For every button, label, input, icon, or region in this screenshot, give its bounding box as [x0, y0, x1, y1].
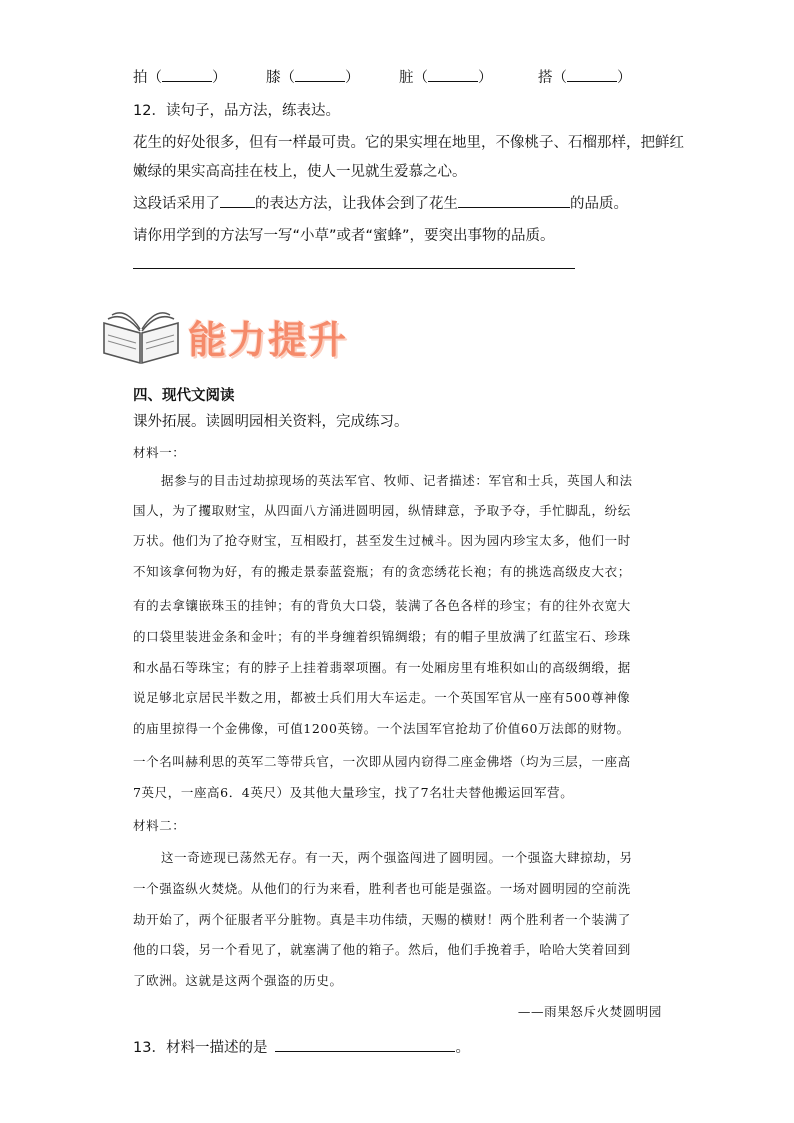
- writing-answer-line[interactable]: [133, 268, 575, 269]
- fill-text-b: 的表达方法，让我体会到了花生: [255, 196, 458, 212]
- answer-blank[interactable]: [428, 81, 478, 82]
- close-paren: ）: [617, 70, 632, 86]
- material-2-line: 这一奇迹现已荡然无存。有一天，两个强盗闯进了圆明园。一个强盗大肆掠劫，另: [161, 850, 633, 865]
- char-item-2: [266, 66, 360, 87]
- char-item-4: [538, 66, 632, 87]
- q12-writing-prompt: 请你用学到的方法写一写“小草”或者“蜜蜂”，要突出事物的品质。: [133, 228, 555, 244]
- q13-text: 13．材料一描述的是: [133, 1040, 268, 1056]
- material-2-line: 他的口袋，另一个看见了，就塞满了他的箱子。然后，他们手挽着手，哈哈大笑着回到: [133, 942, 631, 957]
- close-paren: ）: [478, 70, 493, 86]
- fill-text-a: 这段话采用了: [133, 196, 220, 212]
- close-paren: ）: [212, 70, 227, 86]
- material-2-line: 一个强盗纵火焚烧。从他们的行为来看，胜利者也可能是强盗。一场对圆明园的空前洗: [133, 881, 631, 896]
- quality-blank[interactable]: [458, 207, 570, 208]
- char-item-1: [133, 66, 227, 87]
- material-1-line: 国人，为了攫取财宝，从四面八方涌进圆明园，纵情肆意，予取予夺，手忙脚乱，纷纭: [133, 503, 631, 518]
- char-item-3: [399, 66, 493, 87]
- material-1-line: 有的去拿镶嵌珠玉的挂钟；有的背负大口袋，装满了各色各样的珍宝；有的往外衣宽大: [133, 598, 631, 613]
- char-label: 搭（: [538, 70, 567, 86]
- material-1-line: 一个名叫赫利思的英军二等带兵官，一次即从园内窃得二座金佛塔（均为三层，一座高: [133, 754, 631, 769]
- material-1-line: 的庙里掠得一个金佛像，可值1200英镑。一个法国军官抢劫了价值60万法郎的财物。: [133, 721, 630, 736]
- fill-text-c: 的品质。: [570, 196, 628, 212]
- q13-answer-blank[interactable]: [275, 1051, 455, 1052]
- answer-blank[interactable]: [567, 81, 617, 82]
- q12-title: 12．读句子，品方法，练表达。: [133, 103, 340, 119]
- q12-fill-line: [133, 192, 628, 213]
- material-2-label: 材料二：: [133, 818, 186, 833]
- material-2-source: ——雨果怒斥火焚圆明园: [517, 1004, 662, 1019]
- open-book-icon: [100, 305, 182, 369]
- banner-title: 能力提升: [188, 318, 349, 362]
- char-label: 膝（: [266, 70, 295, 86]
- material-1-line: 的口袋里装进金条和金叶；有的半身缠着织锦绸缎；有的帽子里放满了红蓝宝石、珍珠: [133, 629, 631, 644]
- q12-paragraph-line-2: 嫩绿的果实高高挂在枝上，使人一见就生爱慕之心。: [133, 164, 467, 180]
- material-1-line: 说足够北京居民半数之用，都被士兵们用大车运走。一个英国军官从一座有500尊神像: [133, 690, 631, 705]
- material-1-line: 7英尺，一座高6．4英尺）及其他大量珍宝，找了7名壮夫替他搬运回军营。: [133, 785, 574, 800]
- section-title: 四、现代文阅读: [133, 388, 235, 404]
- method-blank[interactable]: [220, 207, 255, 208]
- material-1-line: 和水晶石等珠宝；有的脖子上挂着翡翠项圈。有一处厢房里有堆积如山的高级绸缎，据: [133, 660, 631, 675]
- answer-blank[interactable]: [295, 81, 345, 82]
- q13-end: 。: [455, 1040, 470, 1056]
- q13-line: [133, 1036, 470, 1057]
- material-1-line: 万状。他们为了抢夺财宝，互相殴打，甚至发生过械斗。因为园内珍宝太多，他们一时: [133, 533, 631, 548]
- close-paren: ）: [345, 70, 360, 86]
- material-1-line: 据参与的目击过劫掠现场的英法军官、牧师、记者描述：军官和士兵，英国人和法: [161, 473, 633, 488]
- material-1-line: 不知该拿何物为好，有的搬走景泰蓝瓷瓶；有的贪恋绣花长袍；有的挑选高级皮大衣；: [133, 564, 631, 579]
- char-label: 拍（: [133, 70, 162, 86]
- char-label: 脏（: [399, 70, 428, 86]
- section-intro: 课外拓展。读圆明园相关资料，完成练习。: [133, 414, 409, 430]
- q12-paragraph-line-1: 花生的好处很多，但有一样最可贵。它的果实埋在地里，不像桃子、石榴那样，把鲜红: [133, 135, 684, 151]
- material-2-line: 劫开始了，两个征服者平分脏物。真是丰功伟绩，天赐的横财！两个胜利者一个装满了: [133, 912, 631, 927]
- answer-blank[interactable]: [162, 81, 212, 82]
- material-1-label: 材料一：: [133, 445, 186, 460]
- material-2-line: 了欧洲。这就是这两个强盗的历史。: [133, 973, 343, 988]
